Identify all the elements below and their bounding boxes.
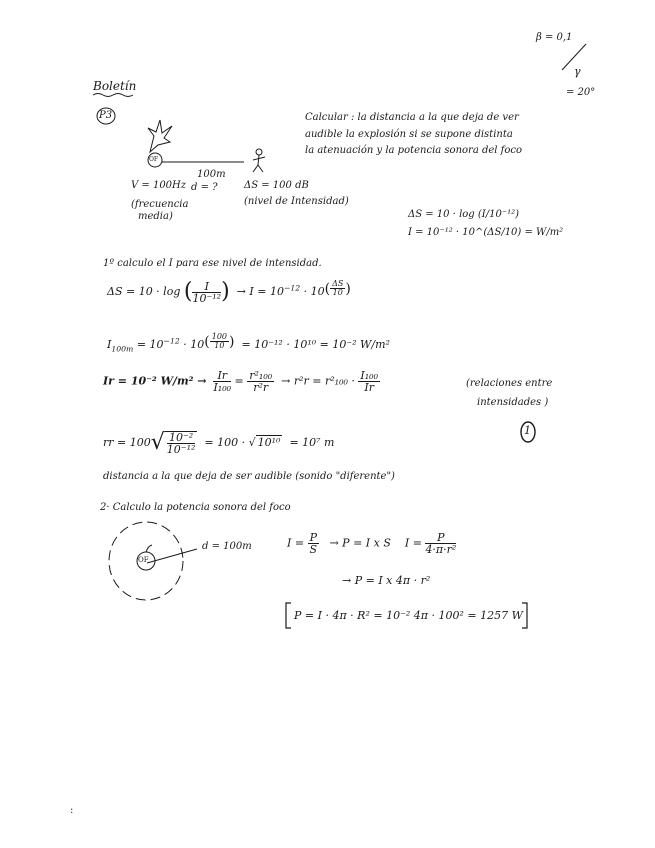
circled-number: 1 — [524, 424, 531, 437]
diagram2-radius-line — [147, 549, 197, 563]
eq3-lhs: Ir = 10⁻² W/m² → — [103, 374, 207, 388]
diagram2-distance-label: d = 100m — [202, 541, 252, 552]
problem-text-line2: audible la explosión si se supone distinta — [305, 129, 513, 140]
corner-note-gamma: γ — [574, 65, 581, 78]
eq4-radical-fraction — [165, 431, 198, 455]
eq5-q-den: 4·π·r² — [425, 543, 457, 556]
eq2-exp-num: 100 — [211, 332, 228, 341]
eq3-arrow: → r²r = r²₁₀₀ · — [281, 374, 355, 388]
eq1-exp-den: 10 — [332, 288, 343, 297]
margin-mark: : — [70, 805, 74, 816]
explosion-icon — [148, 120, 172, 152]
eq3-fraction-2 — [247, 370, 274, 393]
diagram2-source-label: OF — [138, 556, 149, 564]
eq3-fraction-3 — [358, 370, 380, 393]
eq5-part2: → P = I x S — [329, 536, 391, 550]
diagram1-distance-top: 100m — [197, 169, 226, 180]
problem-text-line3: la atenuación y la potencia sonora del foco — [305, 145, 522, 156]
frequency-note-1: (frecuencia — [131, 199, 189, 210]
eq5-p-den: S — [309, 543, 318, 556]
eq2-exp-fraction — [210, 333, 229, 350]
eq4-lhs: rr = 100 — [103, 436, 151, 449]
eq5-fraction-p — [308, 532, 319, 555]
step1-title: 1º calculo el I para ese nivel de intensidad. — [103, 258, 322, 269]
eq2-dot: · 10 — [183, 338, 205, 352]
eq3-f2-num: r²₁₀₀ — [249, 369, 273, 382]
side-formula-line1: ΔS = 10 · log (I/10⁻¹²) — [408, 209, 520, 220]
eq2-rest: = 10⁻¹² · 10¹⁰ = 10⁻² W/m² — [241, 338, 390, 352]
eq5-q-num: P — [425, 532, 456, 544]
problem-label: P3 — [99, 110, 113, 121]
eq1-mid: → I = 10 — [236, 285, 284, 299]
eq5-p-num: P — [309, 531, 317, 544]
eq1-den: 10⁻¹² — [192, 291, 222, 305]
eq2-lhs-sub: 100m — [111, 344, 134, 354]
eq3-f3-num: I₁₀₀ — [360, 369, 378, 382]
eq4-rad-num: 10⁻² — [167, 432, 196, 444]
eq2-eq: = 10 — [136, 338, 164, 352]
eq5-line2: → P = I x 4π · r² — [342, 574, 431, 587]
corner-note-beta: β = 0,1 — [536, 32, 573, 43]
equation-3 — [103, 370, 380, 393]
eq1-exp-fraction — [330, 280, 345, 297]
eq2-exp-den: 10 — [214, 341, 225, 350]
eq5-fraction-q — [425, 532, 456, 555]
listener-figure-icon — [253, 149, 265, 172]
eq4-rad-den: 10⁻¹² — [166, 443, 196, 456]
eq3-f2-den: r²r — [253, 381, 269, 394]
page-heading: Boletín — [93, 79, 137, 93]
eq1-paren-open: ( — [183, 279, 193, 305]
heading-underline — [93, 94, 133, 97]
eq3-note-2: intensidades ) — [477, 397, 549, 408]
step2-title: 2· Calculo la potencia sonora del foco — [100, 502, 291, 513]
eq1-mid-exp: −12 — [283, 283, 301, 293]
frequency-note-2: media) — [138, 211, 173, 222]
eq3-fraction-1 — [213, 370, 231, 393]
intensity-level-label: ΔS = 100 dB — [244, 180, 309, 191]
bomb-fuse-icon — [146, 545, 152, 552]
eq1-dot: · 10 — [303, 285, 325, 299]
frequency-label: V = 100Hz — [131, 180, 187, 191]
equation-2: $I_{100m} = 10^{-12} \cdot 10^{( \frac{100}{10} )} = 10^{-12} \cdot 10^{10} = 10^{-2}$ W/m² — [107, 332, 390, 354]
eq1-paren-close: ) — [221, 279, 230, 305]
intensity-level-note: (nivel de Intensidad) — [244, 196, 349, 207]
eq3-eq: = — [234, 374, 244, 388]
eq4-rest: = 10⁷ m — [289, 436, 335, 449]
eq4-rad2: 10¹⁰ — [257, 436, 281, 449]
eq3-f3-den: Ir — [364, 381, 374, 394]
eq5-part3: I = — [404, 536, 422, 550]
eq1-num: I — [192, 281, 221, 293]
eq1-fraction — [192, 281, 221, 304]
diagram1-source-label: OF — [149, 156, 159, 163]
equation-4: rr = 100√ $\frac{\text{10⁻²}}{\text{10⁻¹²}}$ = 100 · √ 10¹⁰ = 10⁷ m — [103, 430, 335, 456]
diagram1-distance-bottom: d = ? — [191, 182, 218, 193]
result-bracket-left — [286, 603, 291, 628]
corner-note-angle: = 20° — [566, 87, 596, 98]
eq4-mid: = 100 · — [204, 436, 246, 449]
eq3-note-1: (relaciones entre — [466, 378, 553, 389]
equation-5 — [287, 532, 456, 555]
eq5-boxed-result: P = I · 4π · R² = 10⁻² 4π · 100² = 1257 W — [294, 609, 523, 622]
eq1-lhs: ΔS = 10 · log — [107, 285, 181, 299]
eq4-note: distancia a la que deja de ser audible (sonido "diferente") — [103, 471, 395, 482]
eq2-exp1: −12 — [163, 336, 180, 346]
eq3-f1-den: I₁₀₀ — [213, 381, 232, 394]
eq5-part1: I = — [287, 536, 305, 550]
eq1-exp-num: ΔS — [332, 279, 344, 288]
eq3-f1-num: Ir — [213, 370, 231, 382]
problem-text-line1: Calcular : la distancia a la que deja de ver — [305, 112, 519, 123]
eq2-lhs: I — [107, 338, 112, 352]
equation-1: ΔS = 10 · log ( $\frac{I}{\text{10⁻¹²}}$ ) → $I = 10^{-12} \cdot 10^{( \frac{\Delta S}{10} )}$ — [107, 279, 351, 305]
side-formula-line2: I = 10⁻¹² · 10^(ΔS/10) = W/m² — [408, 227, 564, 238]
